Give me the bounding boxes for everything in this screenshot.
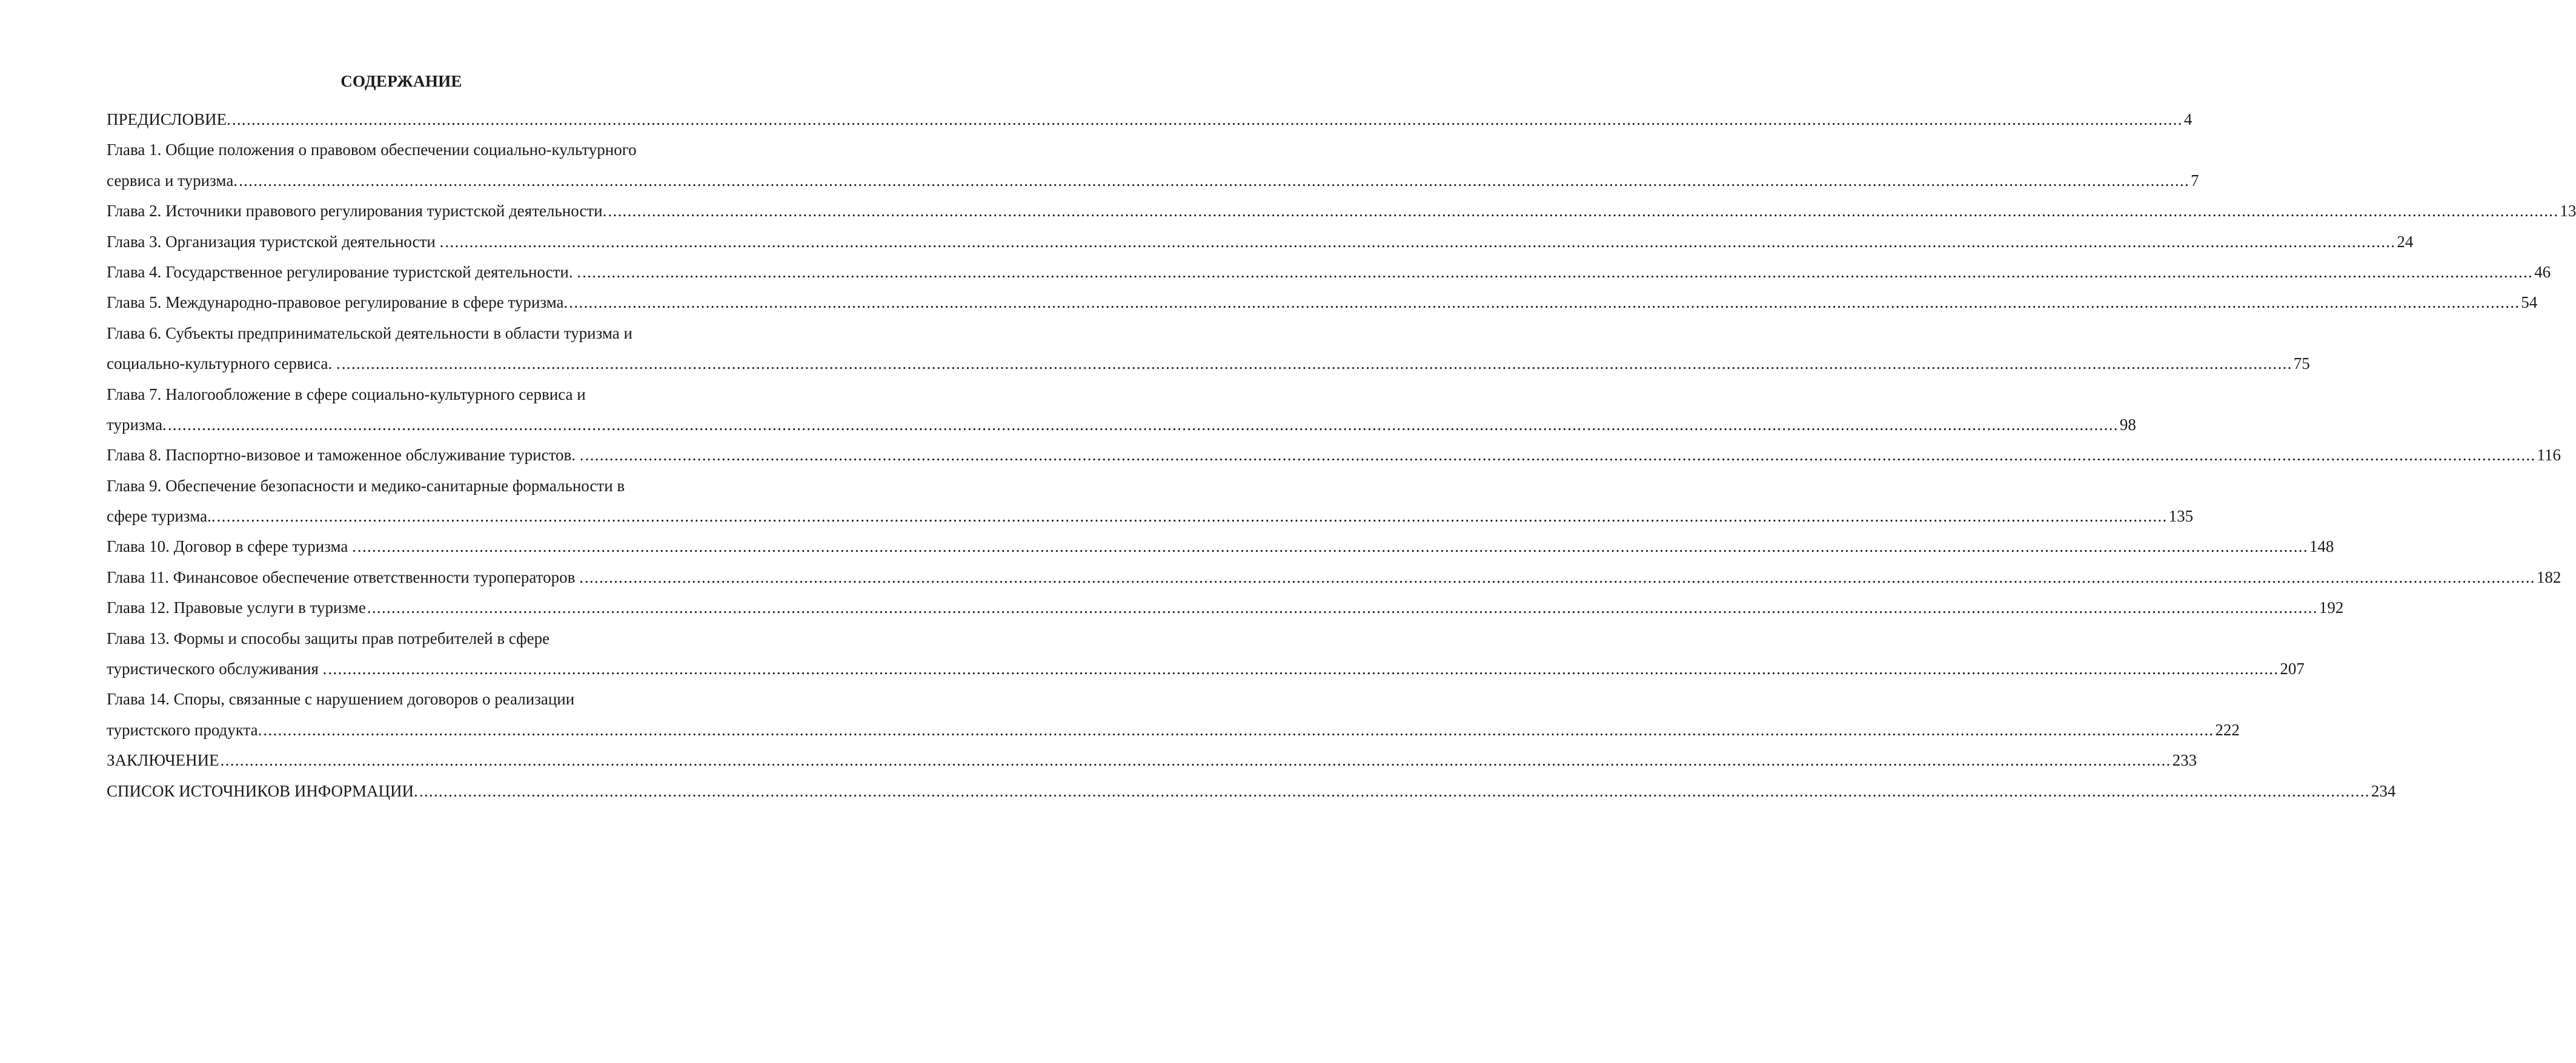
dot-leader: ................................................................................................................................................................................................................................................................................................................................................................................................................	[582, 262, 2534, 281]
toc-entry-text: Глава 5. Международно-правовое регулирование в сфере туризма.	[107, 293, 568, 312]
dot-leader: ................................................................................................................................................................................................................................................................................................................................................................................................................	[328, 660, 2279, 678]
toc-entry-text: туристского продукта.	[107, 720, 262, 739]
toc-page-number: 222	[2215, 720, 2240, 739]
toc-entry	[107, 566, 2561, 596]
dot-leader: ................................................................................................................................................................................................................................................................................................................................................................................................................	[569, 293, 2520, 312]
toc-entry-line	[107, 322, 695, 352]
toc-entry-text: Глава 9. Обеспечение безопасности и медико-санитарные формальности в	[107, 476, 625, 495]
toc-page-number: 46	[2534, 262, 2551, 281]
toc-entry-text: туризма.	[107, 415, 167, 434]
dot-leader: ................................................................................................................................................................................................................................................................................................................................................................................................................	[216, 507, 2168, 526]
dot-leader: ................................................................................................................................................................................................................................................................................................................................................................................................................	[584, 568, 2535, 586]
toc-entry	[107, 230, 2414, 260]
dot-leader: ................................................................................................................................................................................................................................................................................................................................................................................................................	[357, 537, 2308, 556]
toc-entry-line	[107, 627, 695, 657]
dot-leader: ................................................................................................................................................................................................................................................................................................................................................................................................................	[585, 446, 2536, 465]
toc-entry-line	[107, 687, 695, 718]
toc-entry-text: Глава 13. Формы и способы защиты прав потребителей в сфере	[107, 629, 550, 647]
table-of-contents	[107, 108, 2576, 810]
toc-page-number: 75	[2293, 354, 2310, 373]
toc-entry-text: Глава 7. Налогообложение в сфере социально-культурного сервиса и	[107, 385, 586, 403]
toc-entry-text: Глава 12. Правовые услуги в туризме	[107, 598, 366, 617]
toc-page-number: 182	[2536, 568, 2561, 586]
toc-entry	[107, 535, 2334, 565]
toc-entry-text: сервиса и туризма.	[107, 171, 238, 190]
dot-leader: ................................................................................................................................................................................................................................................................................................................................................................................................................	[167, 415, 2119, 434]
toc-entry	[107, 657, 2305, 687]
toc-page-number: 148	[2309, 537, 2334, 556]
toc-entry	[107, 443, 2561, 474]
toc-entry	[107, 352, 2310, 382]
toc-entry-text: Глава 8. Паспортно-визовое и таможенное обслуживание туристов. .	[107, 446, 584, 465]
toc-entry	[107, 169, 2199, 199]
dot-leader: ................................................................................................................................................................................................................................................................................................................................................................................................................	[419, 781, 2370, 800]
toc-entry-text: Глава 6. Субъекты предпринимательской деятельности в области туризма и	[107, 323, 632, 342]
dot-leader: ................................................................................................................................................................................................................................................................................................................................................................................................................	[445, 232, 2396, 251]
toc-page-number: 234	[2371, 781, 2396, 800]
toc-entry-text: туристического обслуживания .	[107, 660, 327, 678]
toc-entry-text: Глава 3. Организация туристской деятельности .	[107, 232, 444, 251]
toc-entry-text: ЗАКЛЮЧЕНИЕ	[107, 751, 219, 770]
toc-entry-text: сфере туризма..	[107, 507, 216, 526]
toc-entry-text: СПИСОК ИСТОЧНИКОВ ИНФОРМАЦИИ.	[107, 781, 418, 800]
toc-page-number: 135	[2168, 507, 2194, 526]
toc-entry	[107, 260, 2551, 291]
toc-entry-text: ПРЕДИСЛОВИЕ.	[107, 110, 231, 128]
toc-entry	[107, 108, 2193, 138]
toc-entry	[107, 505, 2194, 535]
toc-entry-line	[107, 474, 695, 505]
toc-page-number: 13	[2560, 202, 2576, 220]
dot-leader: ................................................................................................................................................................................................................................................................................................................................................................................................................	[239, 171, 2190, 190]
toc-page-number: 98	[2119, 415, 2136, 434]
toc-entry-text: Глава 14. Споры, связанные с нарушением договоров о реализации	[107, 690, 575, 709]
toc-entry-text: Глава 10. Договор в сфере туризма .	[107, 537, 356, 556]
page-title: СОДЕРЖАНИЕ	[340, 72, 462, 90]
dot-leader: ................................................................................................................................................................................................................................................................................................................................................................................................................	[341, 354, 2292, 373]
dot-leader: ................................................................................................................................................................................................................................................................................................................................................................................................................	[608, 202, 2559, 220]
toc-entry	[107, 596, 2344, 626]
toc-page-number: 116	[2537, 446, 2561, 465]
toc-page-number: 233	[2172, 751, 2197, 770]
toc-entry	[107, 199, 2576, 230]
toc-entry	[107, 413, 2136, 443]
toc-page-number: 4	[2183, 110, 2193, 128]
toc-page-number: 54	[2521, 293, 2538, 312]
toc-entry-text: социально-культурного сервиса. .	[107, 354, 340, 373]
toc-entry	[107, 780, 2396, 810]
toc-entry	[107, 718, 2240, 749]
toc-page-number: 24	[2397, 232, 2414, 251]
toc-entry-text: Глава 2. Источники правового регулирования туристской деятельности.	[107, 202, 607, 220]
toc-page-number: 7	[2191, 171, 2199, 190]
toc-entry	[107, 749, 2197, 779]
dot-leader: ................................................................................................................................................................................................................................................................................................................................................................................................................	[367, 598, 2318, 617]
toc-entry-text: Глава 1. Общие положения о правовом обеспечении социально-культурного	[107, 141, 637, 159]
dot-leader: ................................................................................................................................................................................................................................................................................................................................................................................................................	[220, 751, 2171, 770]
dot-leader: ................................................................................................................................................................................................................................................................................................................................................................................................................	[231, 110, 2183, 128]
toc-page-number: 207	[2280, 660, 2305, 678]
toc-entry-line	[107, 138, 695, 168]
toc-entry-text: Глава 11. Финансовое обеспечение ответственности туроператоров .	[107, 568, 583, 586]
toc-page-number: 192	[2319, 598, 2344, 617]
toc-entry-line	[107, 383, 695, 413]
toc-entry-text: Глава 4. Государственное регулирование туристской деятельности. .	[107, 262, 582, 281]
dot-leader: ................................................................................................................................................................................................................................................................................................................................................................................................................	[263, 720, 2214, 739]
toc-entry	[107, 291, 2538, 321]
